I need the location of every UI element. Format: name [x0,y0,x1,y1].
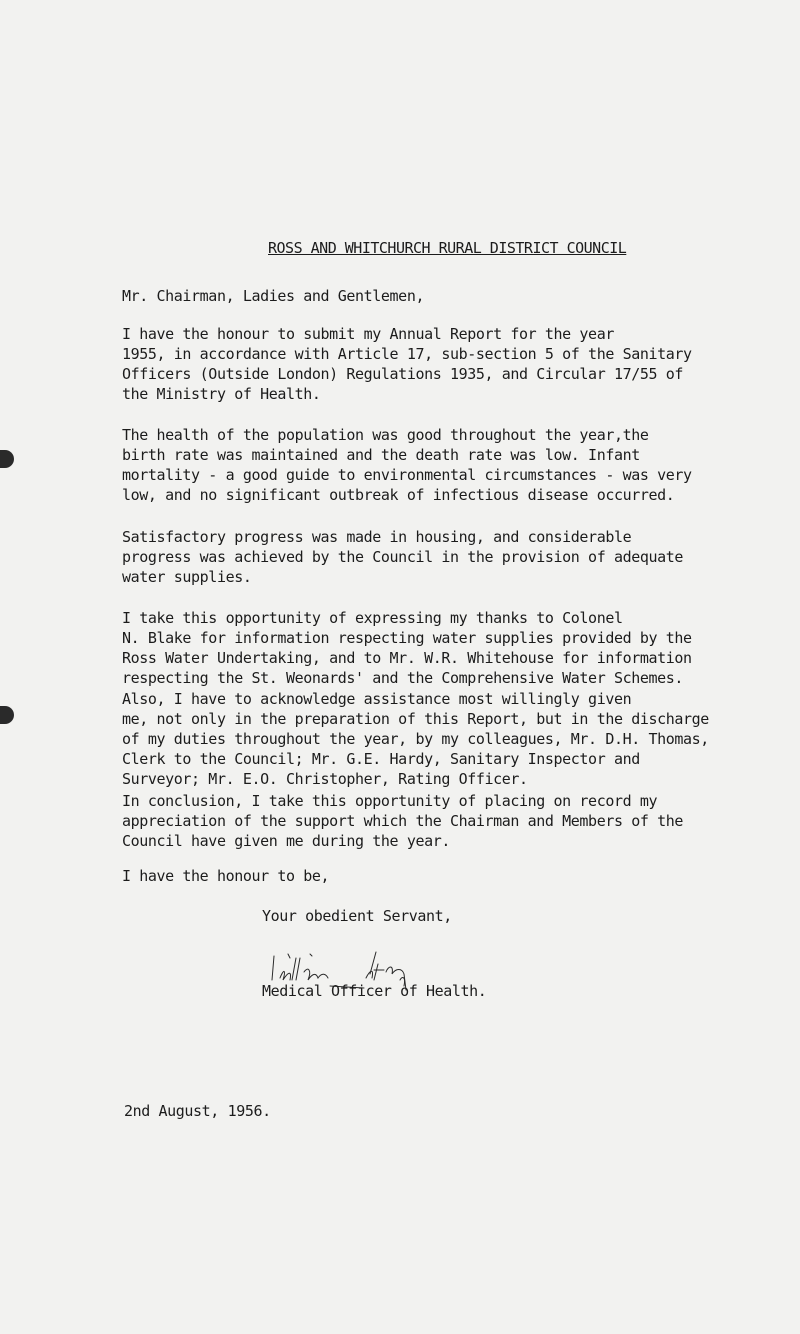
valediction: Your obedient Servant, [262,907,452,925]
document-title: ROSS AND WHITCHURCH RURAL DISTRICT COUNCIL [268,239,627,257]
salutation: Mr. Chairman, Ladies and Gentlemen, [122,287,425,305]
paragraph: I take this opportunity of expressing my thanks to Colonel N. Blake for information respecting water supplies provided by the Ross Water Undertaking, and to Mr. W.R. Whitehouse for information respecting the St. Weonards' and the Comprehensive Water Schemes. [122,609,692,687]
punch-hole [0,450,14,468]
paragraph: Also, I have to acknowledge assistance most willingly given me, not only in the preparation of this Report, but in the discharge of my duties throughout the year, by my colleagues, Mr. D.H. Thomas, Clerk to the Council; Mr. G.E. Hardy, Sanitary Inspector and Surveyor; Mr. E.O. Christopher, Rating Officer. [122,690,709,788]
letter-date: 2nd August, 1956. [124,1102,271,1120]
signatory-role: Medical Officer of Health. [262,982,487,1000]
paragraph: The health of the population was good throughout the year,the birth rate was maintained and the death rate was low. Infant mortality - a good guide to environmental circumstances - was very low, and no significant outbreak of infectious disease occurred. [122,426,692,504]
punch-hole [0,706,14,724]
paragraph: I have the honour to submit my Annual Report for the year 1955, in accordance with Article 17, sub-section 5 of the Sanitary Officers (Outside London) Regulations 1935, and Circular 17/55 of the Ministry of Health. [122,325,692,403]
paragraph: Satisfactory progress was made in housing, and considerable progress was achieved by the Council in the provision of adequate water supplies. [122,528,683,586]
closing-line: I have the honour to be, [122,867,330,885]
paragraph: In conclusion, I take this opportunity of placing on record my appreciation of the support which the Chairman and Members of the Council have given me during the year. [122,792,683,850]
